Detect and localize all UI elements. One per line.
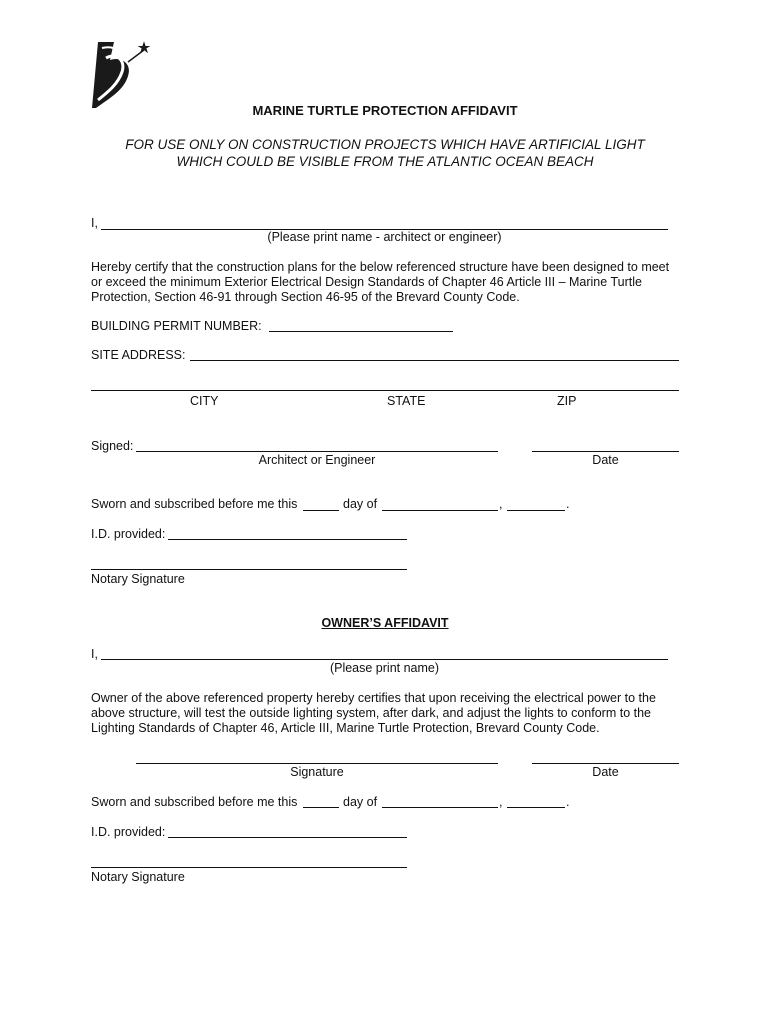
owner-sworn-year-field[interactable]: [507, 807, 565, 808]
owner-sworn-month-field[interactable]: [382, 807, 498, 808]
site-address-field[interactable]: [190, 360, 679, 361]
architect-sworn-year-field[interactable]: [507, 510, 565, 511]
subtitle-line-1: FOR USE ONLY ON CONSTRUCTION PROJECTS WHICH HAVE ARTIFICIAL LIGHT: [125, 137, 645, 152]
owner-signature-field[interactable]: [136, 763, 498, 764]
architect-sworn-month-field[interactable]: [382, 510, 498, 511]
owner-name-field[interactable]: [101, 659, 668, 660]
city-caption: CITY: [190, 394, 219, 408]
owner-day-of-text: day of: [343, 795, 378, 809]
city-state-zip-field[interactable]: [91, 390, 679, 391]
architect-sworn-text: Sworn and subscribed before me this: [91, 497, 298, 511]
owner-notary-signature-field[interactable]: [91, 867, 407, 868]
state-caption: STATE: [387, 394, 426, 408]
architect-certify-line-2: or exceed the minimum Exterior Electrical Design Standards of Chapter 46 Article III – Marine Turtle: [91, 275, 642, 289]
signed-label: Signed:: [91, 439, 134, 453]
architect-day-of-text: day of: [343, 497, 378, 511]
owner-certify-line-3: Lighting Standards of Chapter 46, Article III, Marine Turtle Protection, Brevard County Code.: [91, 721, 600, 735]
architect-comma: ,: [499, 497, 503, 511]
architect-sworn-day-field[interactable]: [303, 510, 339, 511]
architect-signature-caption: Architect or Engineer: [258, 453, 376, 467]
county-logo-icon: [88, 38, 158, 112]
owner-sworn-text: Sworn and subscribed before me this: [91, 795, 298, 809]
owner-date-caption: Date: [592, 765, 619, 779]
owner-id-label: I.D. provided:: [91, 825, 166, 839]
architect-certify-line-1: Hereby certify that the construction plans for the below referenced structure have been designed to meet: [91, 260, 670, 274]
owner-certify-line-2: above structure, will test the outside lighting system, after dark, and adjust the lights to conform to the: [91, 706, 652, 720]
owner-sworn-day-field[interactable]: [303, 807, 339, 808]
architect-id-label: I.D. provided:: [91, 527, 166, 541]
architect-date-caption: Date: [592, 453, 619, 467]
permit-number-field[interactable]: [269, 331, 453, 332]
architect-period: .: [566, 497, 570, 511]
architect-i-label: I,: [91, 216, 98, 230]
architect-date-field[interactable]: [532, 451, 679, 452]
subtitle-line-2: WHICH COULD BE VISIBLE FROM THE ATLANTIC OCEAN BEACH: [176, 154, 594, 169]
owner-affidavit-heading: OWNER’S AFFIDAVIT: [321, 616, 449, 630]
owner-i-label: I,: [91, 647, 98, 661]
site-address-label: SITE ADDRESS:: [91, 348, 186, 362]
architect-certify-line-3: Protection, Section 46-91 through Section 46-95 of the Brevard County Code.: [91, 290, 520, 304]
owner-date-field[interactable]: [532, 763, 679, 764]
owner-name-caption: (Please print name): [329, 661, 440, 675]
owner-notary-label: Notary Signature: [91, 870, 185, 884]
owner-id-field[interactable]: [168, 837, 407, 838]
architect-signature-field[interactable]: [136, 451, 498, 452]
owner-period: .: [566, 795, 570, 809]
architect-notary-label: Notary Signature: [91, 572, 185, 586]
owner-certify-line-1: Owner of the above referenced property hereby certifies that upon receiving the electrical power to the: [91, 691, 656, 705]
architect-notary-signature-field[interactable]: [91, 569, 407, 570]
architect-name-caption: (Please print name - architect or engineer): [267, 230, 502, 244]
owner-signature-caption: Signature: [290, 765, 344, 779]
page-title: MARINE TURTLE PROTECTION AFFIDAVIT: [252, 103, 518, 118]
architect-id-field[interactable]: [168, 539, 407, 540]
owner-comma: ,: [499, 795, 503, 809]
zip-caption: ZIP: [557, 394, 577, 408]
permit-number-label: BUILDING PERMIT NUMBER:: [91, 319, 262, 333]
